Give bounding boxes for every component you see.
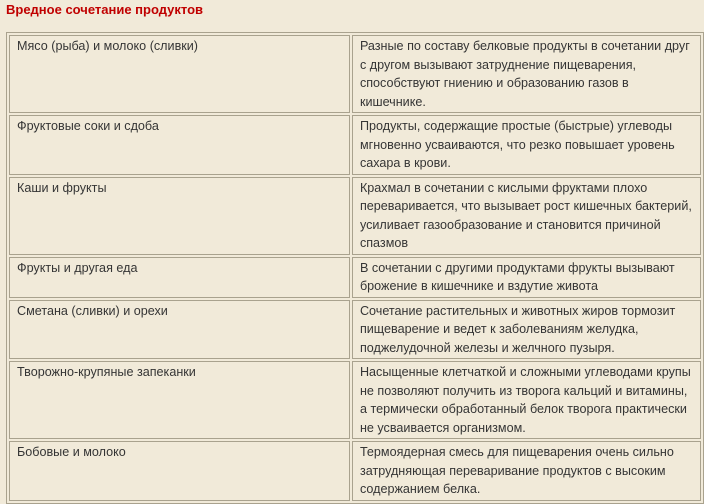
food-pair-cell: Сметана (сливки) и орехи [9, 300, 350, 360]
reason-cell: Термоядерная смесь для пищеварения очень сильно затрудняющая переваривание продуктов с высоким содержанием белка. [352, 441, 701, 501]
table-row [9, 177, 701, 255]
food-pair-cell: Мясо (рыба) и молоко (сливки) [9, 35, 350, 113]
table-row [9, 257, 701, 298]
reason-cell: Сочетание растительных и животных жиров тормозит пищеварение и ведет к заболеваниям желудка, поджелудочной железы и желчного пузыря. [352, 300, 701, 360]
reason-cell: Разные по составу белковые продукты в сочетании друг с другом вызывают затруднение пищеварения, способствуют гниению и образованию газов в кишечнике. [352, 35, 701, 113]
food-pair-cell: Бобовые и молоко [9, 441, 350, 501]
page-title: Вредное сочетание продуктов [6, 2, 204, 17]
reason-cell: Продукты, содержащие простые (быстрые) углеводы мгновенно усваиваются, что резко повышает уровень сахара в крови. [352, 115, 701, 175]
table-row [9, 361, 701, 439]
reason-cell: Крахмал в сочетании с кислыми фруктами плохо переваривается, что вызывает рост кишечных бактерий, усиливает газообразование и становится причиной спазмов [352, 177, 701, 255]
combinations-table [6, 32, 704, 504]
table-row [9, 35, 701, 113]
table-row [9, 300, 701, 360]
table-row [9, 115, 701, 175]
food-pair-cell: Каши и фрукты [9, 177, 350, 255]
food-pair-cell: Творожно-крупяные запеканки [9, 361, 350, 439]
reason-cell: В сочетании с другими продуктами фрукты вызывают брожение в кишечнике и вздутие живота [352, 257, 701, 298]
reason-cell: Насыщенные клетчаткой и сложными углеводами крупы не позволяют получить из творога кальций и витамины, а термически обработанный белок творога практически не усваивается организмом. [352, 361, 701, 439]
food-pair-cell: Фруктовые соки и сдоба [9, 115, 350, 175]
food-pair-cell: Фрукты и другая еда [9, 257, 350, 298]
table-row [9, 441, 701, 501]
